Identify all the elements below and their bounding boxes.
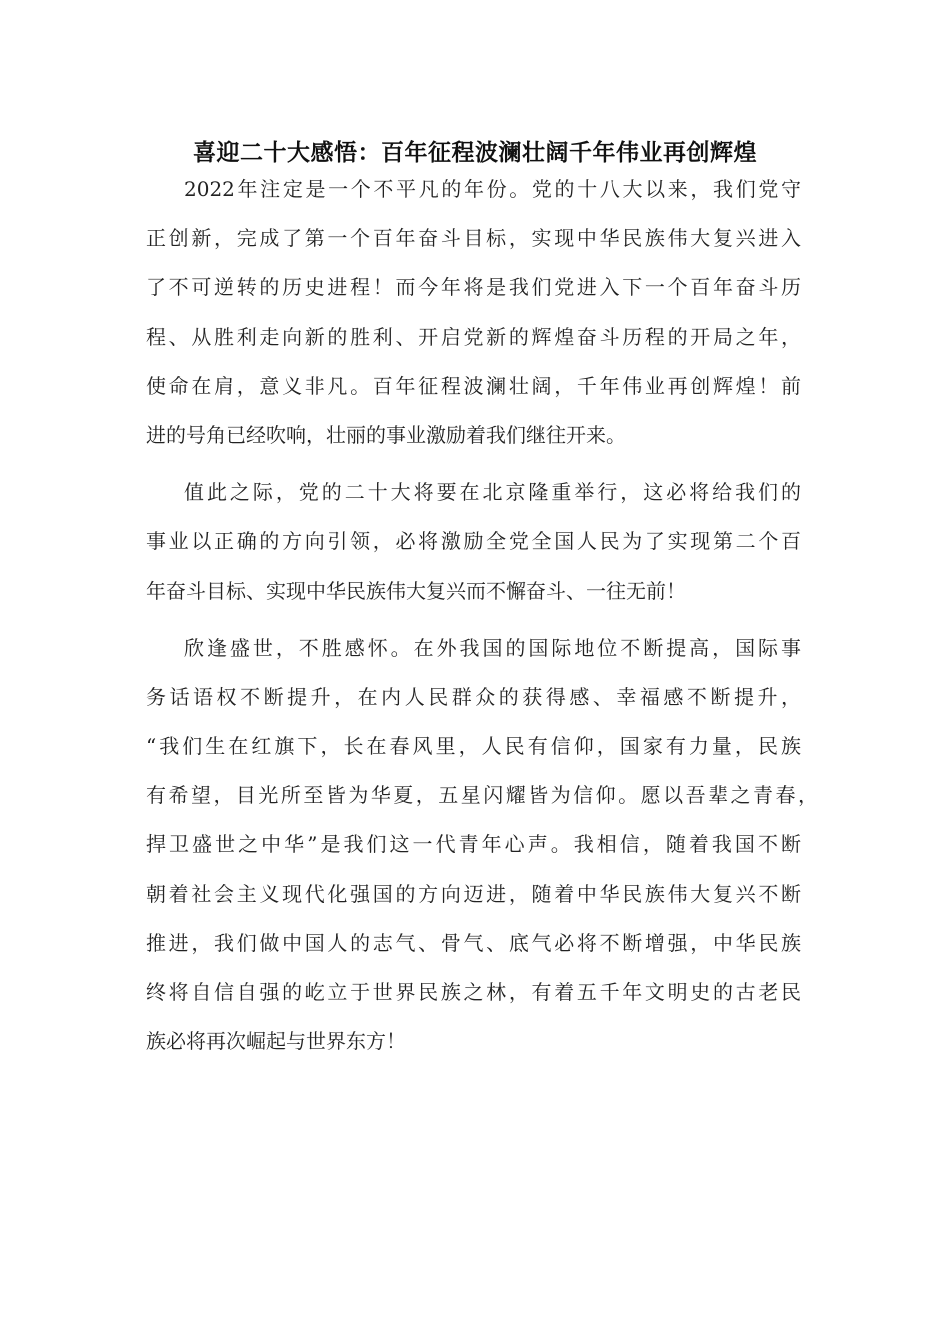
paragraph-line: “我们生在红旗下，长在春风里，人民有信仰，国家有力量，民族	[146, 734, 801, 759]
paragraph-1	[146, 165, 836, 460]
paragraph-line: 了不可逆转的历史进程！而今年将是我们党进入下一个百年奋斗历	[146, 275, 801, 300]
paragraph-3	[146, 624, 836, 1067]
paragraph-line: 有希望，目光所至皆为华夏，五星闪耀皆为信仰。愿以吾辈之青春，	[146, 783, 818, 808]
paragraph-2	[146, 468, 836, 616]
paragraph-line: 进的号角已经吹响，壮丽的事业激励着我们继往开来。	[146, 422, 626, 447]
paragraph-line: 终将自信自强的屹立于世界民族之林，有着五千年文明史的古老民	[146, 980, 801, 1004]
paragraph-line: 推进，我们做中国人的志气、骨气、底气必将不断增强，中华民族	[146, 930, 801, 955]
paragraph-line: 朝着社会主义现代化强国的方向迈进，随着中华民族伟大复兴不断	[146, 881, 801, 906]
paragraph-line: 欣逢盛世，不胜感怀。在外我国的国际地位不断提高，国际事	[184, 635, 801, 660]
paragraph-line: 2022年注定是一个不平凡的年份。党的十八大以来，我们党守	[184, 177, 801, 201]
document-body	[146, 165, 836, 1066]
document-title: 喜迎二十大感悟：百年征程波澜壮阔千年伟业再创辉煌	[193, 139, 757, 166]
paragraph-line: 捍卫盛世之中华”是我们这一代青年心声。我相信，随着我国不断	[146, 832, 801, 857]
paragraph-line: 正创新，完成了第一个百年奋斗目标，实现中华民族伟大复兴进入	[146, 226, 801, 251]
paragraph-spacer	[146, 616, 836, 624]
paragraph-line: 族必将再次崛起与世界东方！	[146, 1029, 406, 1054]
paragraph-line: 年奋斗目标、实现中华民族伟大复兴而不懈奋斗、一往无前！	[146, 578, 686, 603]
paragraph-line: 务话语权不断提升，在内人民群众的获得感、幸福感不断提升，	[146, 684, 801, 709]
paragraph-line: 使命在肩，意义非凡。百年征程波澜壮阔，千年伟业再创辉煌！前	[146, 373, 801, 398]
paragraph-line: 事业以正确的方向引领，必将激励全党全国人民为了实现第二个百	[146, 529, 801, 554]
paragraph-spacer	[146, 460, 836, 468]
paragraph-line: 程、从胜利走向新的胜利、开启党新的辉煌奋斗历程的开局之年，	[146, 324, 801, 349]
paragraph-line: 值此之际，党的二十大将要在北京隆重举行，这必将给我们的	[184, 480, 801, 505]
